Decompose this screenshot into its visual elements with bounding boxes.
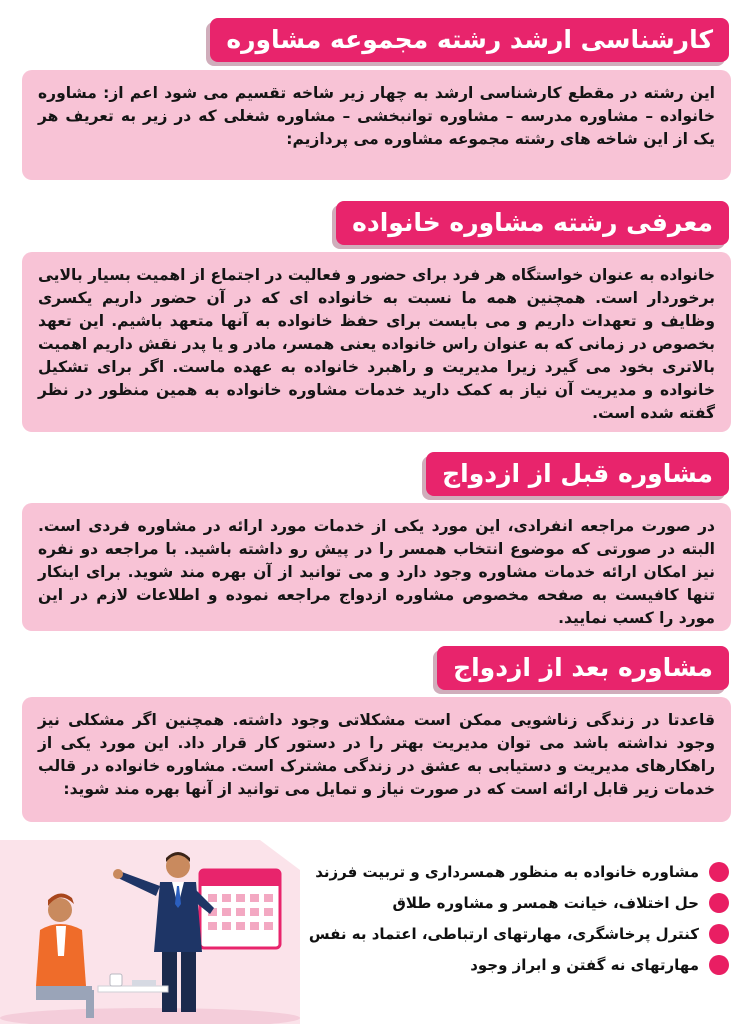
section-1-panel xyxy=(22,70,731,180)
list-item xyxy=(299,918,729,949)
list-item xyxy=(299,949,729,980)
section-4-body: قاعدتا در زندگی زناشویی ممکن است مشکلاتی وجود داشته. همچنین اگر مشکلی نیز وجود نداشته باشد می توان مدیریت بهتر را در دستور کار قرار داد. این مورد یکی از راهکارهای مدیریت و دستیابی به عشق در زندگی مشترک است. مشاوره خانواده در قالب خدمات زیر قابل ارائه است که در صورت نیاز و تمایل می توانید از آنها بهره مند شوید: xyxy=(38,711,715,798)
list-item xyxy=(299,856,729,887)
list-item-label: مهارتهای نه گفتن و ابراز وجود xyxy=(470,955,699,974)
section-2-panel xyxy=(22,252,731,432)
bullet-dot-icon xyxy=(709,862,729,882)
list-item-label: مشاوره خانواده به منظور همسرداری و تربیت فرزند xyxy=(315,862,699,881)
section-3-body: در صورت مراجعه انفرادی، این مورد یکی از خدمات مورد ارائه در مشاوره فردی است. البته در صورتی که موضوع انتخاب همسر را در پیش رو داشته باشید. با مراجعه دو نفره نیز امکان ارائه خدمات مشاوره وجود دارد و می توانید از آن بهره مند شوید. برای اینکار تنها کافیست به صفحه مخصوص مشاوره ازدواج مراجعه نموده و اطلاعات لازم در این مورد را کسب نمایید. xyxy=(38,517,715,627)
section-4-panel xyxy=(22,697,731,822)
bullet-dot-icon xyxy=(709,955,729,975)
services-list xyxy=(299,856,729,980)
section-1-title: کارشناسی ارشد رشته مجموعه مشاوره xyxy=(210,18,729,62)
list-item xyxy=(299,887,729,918)
list-item-label: حل اختلاف، خیانت همسر و مشاوره طلاق xyxy=(392,893,699,912)
section-1-body: این رشته در مقطع کارشناسی ارشد به چهار زیر شاخه تقسیم می شود اعم از: مشاوره خانواده – مشاوره مدرسه – مشاوره توانبخشی – مشاوره شغلی که در زیر به تعریف هر یک از این شاخه های رشته مجموعه مشاوره می پردازیم: xyxy=(38,84,715,148)
bullet-dot-icon xyxy=(709,893,729,913)
section-3-title: مشاوره قبل از ازدواج xyxy=(426,452,729,496)
counseling-illustration xyxy=(0,840,300,1024)
section-2-body: خانواده به عنوان خواستگاه هر فرد برای حضور و فعالیت در اجتماع از اهمیت بسیار بالایی برخوردار است. همچنین همه ما نسبت به خانواده ای که در آن حضور داریم یکسری وظایف و تعهدات داریم و می بایست برای حفظ خانواده به آنها متعهد باشیم. این تعهد بخصوص در زمانی که به عنوان راس خانواده یعنی همسر، مادر و یا پدر نقش داریم اهمیت بالاتری بخود می گیرد زیرا مدیریت و راهبرد خانواده به عهده ماست. اگر برای تشکیل خانواده و مدیریت آن نیاز به کمک دارید خدمات مشاوره خانواده به همین منظور در نظر گفته شده است. xyxy=(38,266,715,422)
section-3-panel xyxy=(22,503,731,631)
bullet-dot-icon xyxy=(709,924,729,944)
section-2-title: معرفی رشته مشاوره خانواده xyxy=(336,201,729,245)
list-item-label: کنترل پرخاشگری، مهارتهای ارتباطی، اعتماد به نفس xyxy=(308,924,699,943)
section-4-title: مشاوره بعد از ازدواج xyxy=(437,646,729,690)
